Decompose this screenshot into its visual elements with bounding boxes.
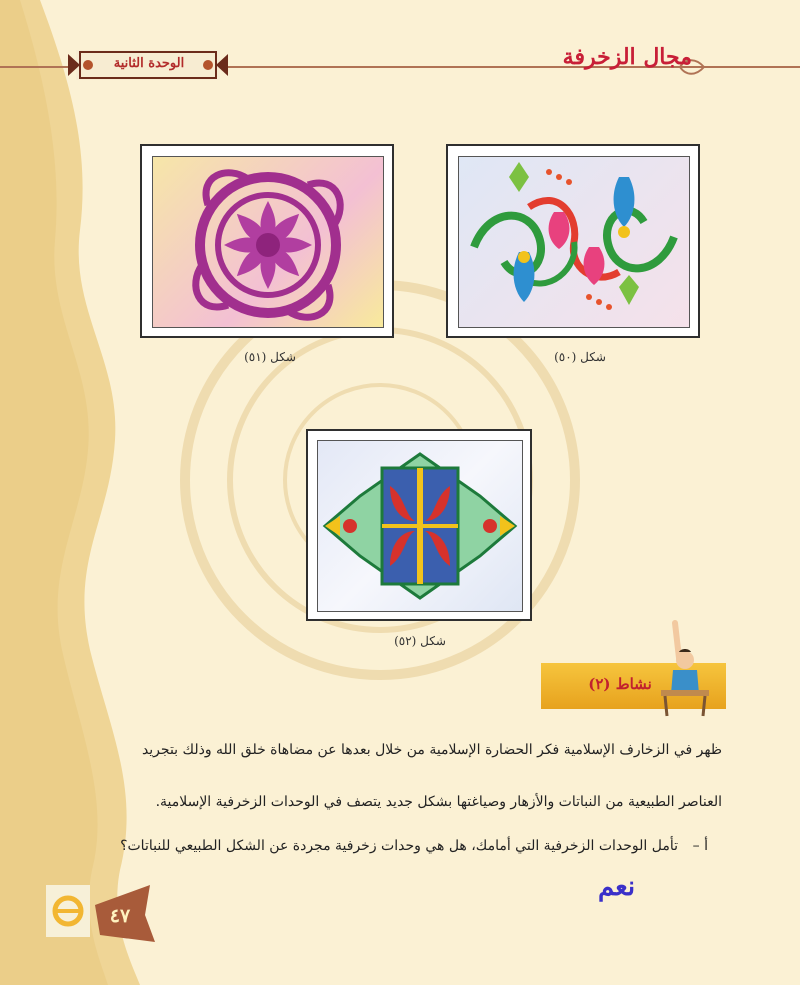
figure-51-caption: شكل (٥١) (244, 350, 296, 364)
activity-paragraph-line1: ظهر في الزخارف الإسلامية فكر الحضارة الإسلامية من خلال بعدها عن مضاهاة خلق الله وذلك بتجريد (141, 742, 722, 758)
figure-52-caption: شكل (٥٢) (394, 634, 446, 648)
figure-51-ornament-image (153, 157, 383, 327)
figure-50-caption: شكل (٥٠) (554, 350, 606, 364)
figure-50-frame (446, 144, 700, 338)
student-raising-hand-icon (655, 618, 715, 718)
page-number: ٤٧ (109, 905, 131, 927)
activity-paragraph-line2: العناصر الطبيعية من النباتات والأزهار وصياغتها بشكل جديد يتصف في الوحدات الزخرفية الإسلامية. (155, 794, 722, 810)
figure-51-frame (140, 144, 394, 338)
activity-label: نشاط (٢) (588, 675, 652, 693)
question-marker: أ – (692, 838, 708, 854)
question-text: تأمل الوحدات الزخرفية التي أمامك، هل هي وحدات زخرفية مجردة عن الشكل الطبيعي للنباتات؟ (120, 838, 678, 854)
answer-text: نعم (598, 872, 636, 902)
figure-52-frame (306, 429, 532, 621)
page-title: مجال الزخرفة (562, 44, 692, 70)
publisher-logo-icon (46, 885, 90, 937)
figure-50-ornament-image (459, 157, 689, 327)
unit-label: الوحدة الثانية (113, 56, 185, 71)
figure-52-ornament-image (318, 441, 522, 611)
